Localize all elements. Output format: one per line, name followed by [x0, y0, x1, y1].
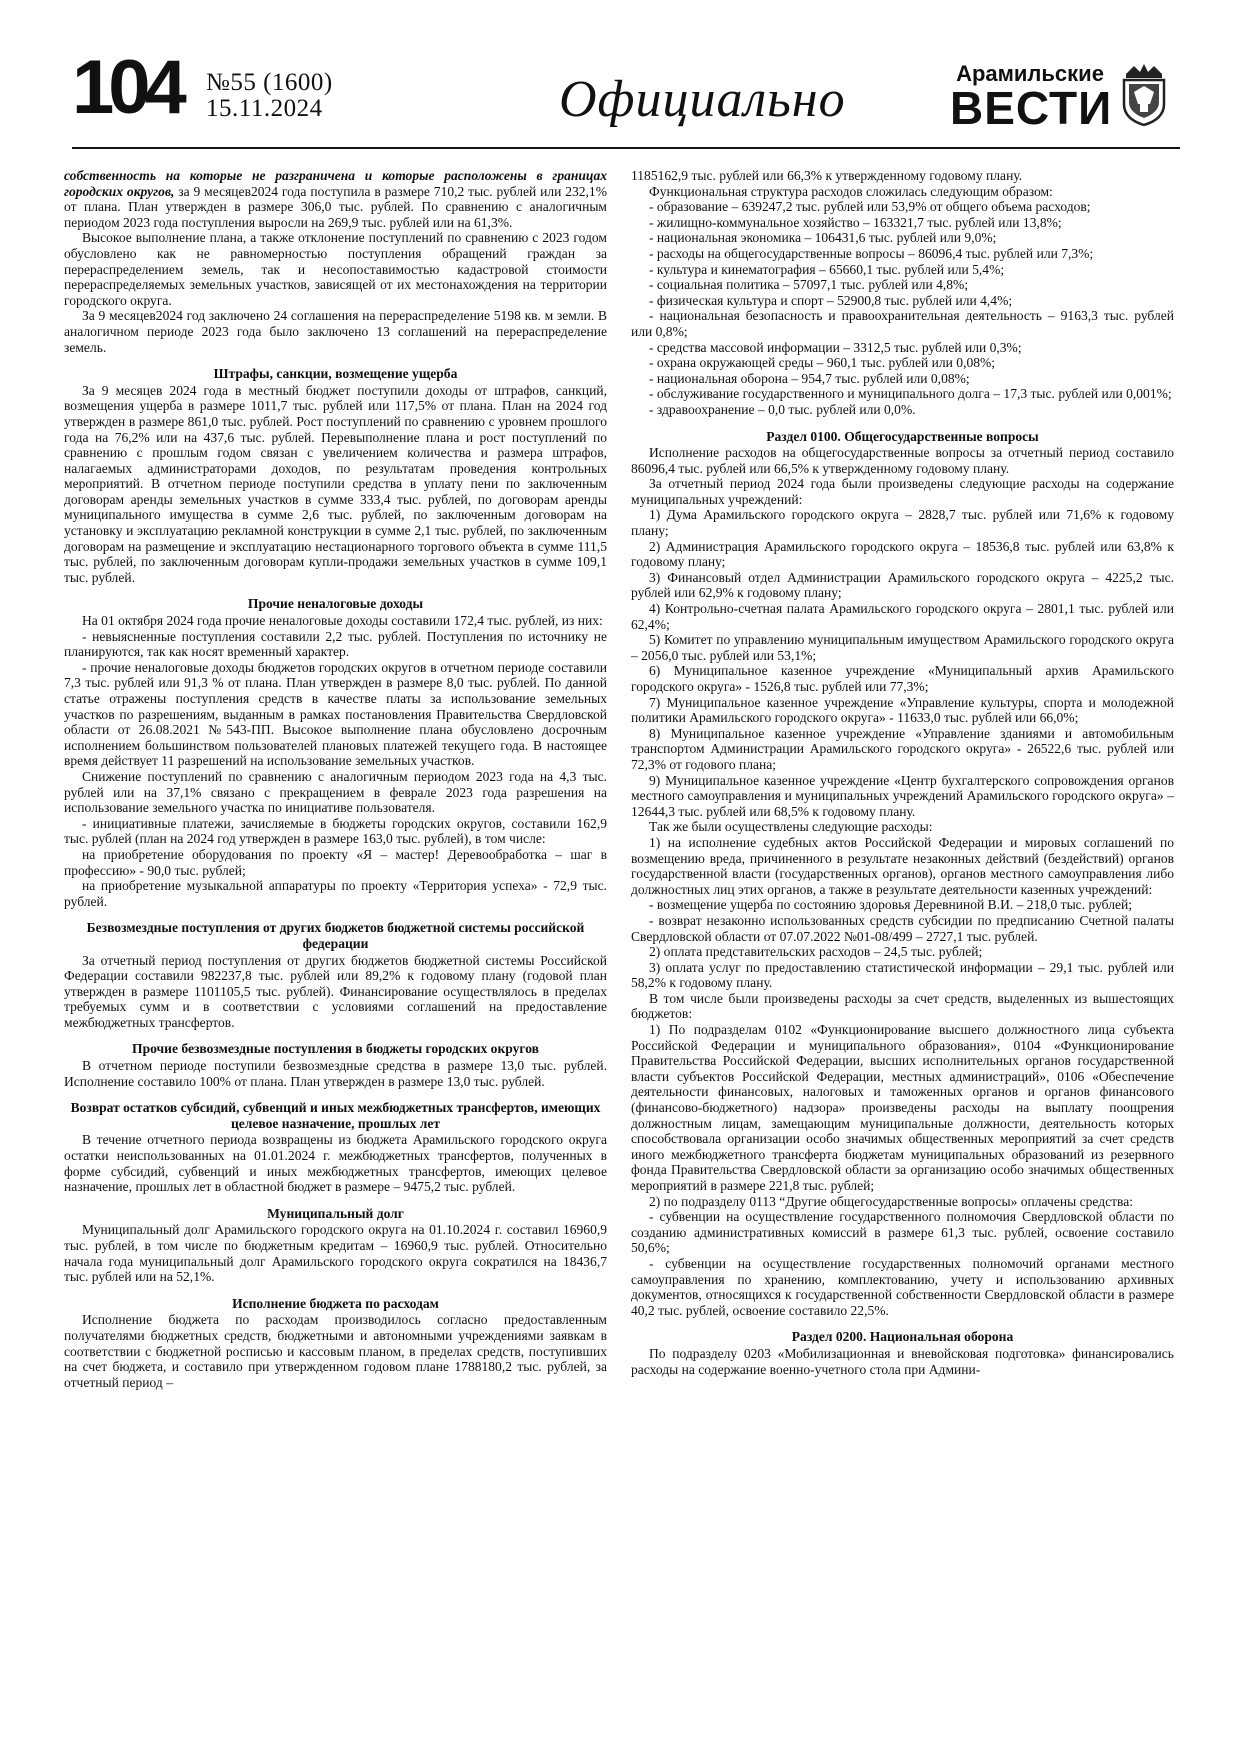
- list-item: - субвенции на осуществление государственных полномочий органами местного самоуправления по хранению, комплектованию, учету и использованию архивных документов, относящихся к государственной собственности Свердловской области в размере 40,2 тыс. рублей, освоение составило 22,5%.: [631, 1255, 1174, 1318]
- list-item: - обслуживание государственного и муниципального долга – 17,3 тыс. рублей или 0,001%;: [649, 386, 1172, 402]
- list-item: - охрана окружающей среды – 960,1 тыс. рублей или 0,08%;: [649, 355, 996, 371]
- list-item: - социальная политика – 57097,1 тыс. рублей или 4,8%;: [649, 277, 969, 293]
- paragraph: Исполнение расходов на общегосударственные вопросы за отчетный период составило 86096,4 тыс. рублей или 66,5% к утвержденному годовому плану.: [631, 445, 1174, 476]
- list-item: 7) Муниципальное казенное учреждение «Управление культуры, спорта и молодежной политики Арамильского городского округа» - 11633,0 тыс. рублей или 66,0%;: [631, 694, 1174, 726]
- list-item: - жилищно-коммунальное хозяйство – 163321,7 тыс. рублей или 13,8%;: [649, 214, 1062, 230]
- list-item: - возмещение ущерба по состоянию здоровья Деревниной В.И. – 218,0 тыс. рублей;: [649, 897, 1133, 913]
- paragraph: В отчетном периоде поступили безвозмездные средства в размере 13,0 тыс. рублей. Исполнение составило 100% от плана. План утвержден в размере 13,0 тыс. рублей.: [64, 1058, 607, 1089]
- issue-number: №55 (1600): [206, 69, 333, 96]
- heading-section-0200: Раздел 0200. Национальная оборона: [791, 1329, 1014, 1345]
- paragraph: За 9 месяцев 2024 года в местный бюджет поступили доходы от штрафов, санкций, возмещения ущерба в размере 1011,7 тыс. рублей или 117,5% от плана. План на 2024 год утвержден в размере 861,0 тыс. рублей. Рост поступлений по сравнению с уровнем прошлого года на 76,2% или на 437,6 тыс. рублей. Перевыполнение плана и рост поступлений по сравнению с прошлым годом связан с увеличением количества и размера штрафов, налагаемых администраторами доходов, по результатам проведения контрольных мероприятий. В отчетном периоде поступили средства в уплату пени по заключенным договорам аренды земельных участков в сумме 333,4 тыс. рублей, по договорам аренды муниципального имущества в сумме 2,6 тыс. рублей, по заключенным договорам на установку и эксплуатацию рекламной конструкции в сумме 2,1 тыс. рублей, по заключенным договорам на размещение и эксплуатацию нестационарного торгового объекта в сумме 111,5 тыс. рублей, по заключенным договорам купли-продажи земельных участков в сумме 109,1 тыс. рублей.: [64, 382, 607, 585]
- list-item: - культура и кинематография – 65660,1 тыс. рублей или 5,4%;: [649, 261, 1005, 277]
- paragraph: По подразделу 0203 «Мобилизационная и вневойсковая подготовка» финансировались расходы на содержание военно-учетного стола при Админи-: [631, 1345, 1174, 1377]
- list-item: 8) Муниципальное казенное учреждение «Управление зданиями и автомобильным транспортом Администрации Арамильского городского округа» - 26522,6 тыс. рублей или 72,3% от годового плана;: [631, 725, 1174, 772]
- list-item: 5) Комитет по управлению муниципальным имуществом Арамильского городского округа – 2056,0 тыс. рублей или 53,1%;: [631, 632, 1174, 663]
- heading-section-0100: Раздел 0100. Общегосударственные вопросы: [766, 428, 1039, 444]
- page-header: [72, 45, 1180, 147]
- list-item: - образование – 639247,2 тыс. рублей или 53,9% от общего объема расходов;: [649, 199, 1091, 215]
- paragraph: В том числе были произведены расходы за счет средств, выделенных из вышестоящих бюджетов:: [631, 990, 1174, 1022]
- list-item: 9) Муниципальное казенное учреждение «Центр бухгалтерского сопровождения органов местного самоуправления и муниципальных учреждений Арамильского городского округа» – 12644,3 тыс. рублей или 68,5% к годовому плану.: [631, 772, 1174, 819]
- list-item: - здравоохранение – 0,0 тыс. рублей или 0,0%.: [649, 401, 916, 417]
- issue-info: [206, 70, 333, 122]
- heading-other-gratuitous: Прочие безвозмездные поступления в бюджеты городских округов: [132, 1041, 539, 1057]
- header-rule: [72, 147, 1180, 149]
- heading-municipal-debt: Муниципальный долг: [267, 1205, 404, 1221]
- list-item: 3) оплата услуг по предоставлению статистической информации – 29,1 тыс. рублей или 58,2% к годовому плану.: [631, 959, 1174, 991]
- paragraph: 1185162,9 тыс. рублей или 66,3% к утвержденному годовому плану.: [631, 168, 1023, 183]
- paragraph: - невыясненные поступления составили 2,2 тыс. рублей. Поступления по источнику не планируются, так как носят временный характер.: [64, 628, 607, 660]
- paragraph: Высокое выполнение плана, а также отклонение поступлений по сравнению с 2023 годом обусловлено как не равномерностью поступления обращений граждан за перераспределением земель, так и несопоставимостью кадастровой стоимости перераспределяемых земельных участков, зависящей от их местонахождения на территории городского округа.: [64, 230, 607, 308]
- list-item: 4) Контрольно-счетная палата Арамильского городского округа – 2801,1 тыс. рублей или 62,4%;: [631, 601, 1174, 632]
- section-title: Официально: [559, 71, 846, 128]
- heading-other-income: Прочие неналоговые доходы: [247, 596, 424, 612]
- heading-expenditure: Исполнение бюджета по расходам: [232, 1295, 439, 1311]
- list-item: - национальная безопасность и правоохранительная деятельность – 9163,3 тыс. рублей или 0,8%;: [631, 308, 1174, 339]
- left-column: [64, 168, 607, 1390]
- paragraph: За 9 месяцев2024 год заключено 24 соглашения на перераспределение 5198 кв. м земли. В аналогичном периоде 2023 года было заключено 13 соглашений на перераспределение земель.: [64, 308, 607, 355]
- coat-of-arms-icon: [1120, 62, 1168, 126]
- paragraph: Так же были осуществлены следующие расходы:: [649, 819, 933, 835]
- paragraph: Снижение поступлений по сравнению с аналогичным периодом 2023 года на 4,3 тыс. рублей или на 37,1% связано с прекращением в феврале 2023 года разрешения на использование земельного участка по инициативе пользователя.: [64, 768, 607, 816]
- heading-gratuitous-receipts: Безвозмездные поступления от других бюджетов бюджетной системы российской федерации: [86, 920, 585, 951]
- list-item: 6) Муниципальное казенное учреждение «Муниципальный архив Арамильского городского округа» - 1526,8 тыс. рублей или 77,3%;: [631, 663, 1174, 694]
- paragraph: Исполнение бюджета по расходам производилось согласно предоставленным получателями бюджетных средств, бюджетными и автономными учреждениями заявкам в соответствии с бюджетной росписью и кассовым планом, в пределах средств, поступивших на счет бюджета, и составило при утвержденном годовом плане 1788180,2 тыс. рублей, за отчетный период –: [64, 1312, 607, 1390]
- list-item: - национальная экономика – 106431,6 тыс. рублей или 9,0%;: [649, 230, 997, 246]
- paragraph: собственность на которые не разграничена и которые расположены в границах городских округов, за 9 месяцев2024 года поступила в размере 710,2 тыс. рублей или 232,1% от плана. План утвержден в размере 306,0 тыс. рублей. По сравнению с аналогичным периодом 2023 года поступления выросли на 269,9 тыс. рублей или на 61,3%.: [64, 168, 607, 230]
- heading-return-balances: Возврат остатков субсидий, субвенций и иных межбюджетных трансфертов, имеющих целевое назначение, прошлых лет: [70, 1100, 601, 1131]
- paragraph: Муниципальный долг Арамильского городского округа на 01.10.2024 г. составил 16960,9 тыс. рублей, в том числе по бюджетным кредитам – 16960,9 тыс. рублей. Относительно начала года муниципальный долг Арамильского городского округа сократился на 18436,7 тыс. рублей или на 52,1%.: [64, 1222, 607, 1285]
- newspaper-logo: [950, 61, 1113, 134]
- list-item: 2) по подразделу 0113 “Другие общегосударственные вопросы» оплачены средства:: [649, 1193, 1134, 1209]
- list-item: - возврат незаконно использованных средств субсидии по предписанию Счетной палаты Свердловской области от 07.07.2022 №01-08/499 – 2727,1 тыс. рублей.: [631, 912, 1174, 944]
- list-item: 1) По подразделам 0102 «Функционирование высшего должностного лица субъекта Российской Федерации и муниципального образования», 0104 «Функционирование Правительства Российской Федерации, высших исполнительных органов государственной власти субъектов Российской Федерации, местных администраций», 0106 «Обеспечение деятельности финансовых, налоговых и таможенных органов и органов финансового (финансово-бюджетного) надзора» произведены расходы на выплату поощрения должностным лицам, замещающим муниципальные должности, деятельность которых способствовала организации особо значимых общественных мероприятий за счет средств иного межбюджетного трансферта бюджетам муниципальных образований из резервного фонда Правительства Свердловской области за организацию особо значимых общественных мероприятий в размере 221,8 тыс. рублей;: [631, 1022, 1174, 1193]
- list-item: 1) на исполнение судебных актов Российской Федерации и мировых соглашений по возмещению вреда, причиненного в результате незаконных действий (бездействий) органов государственной власти (государственных органов), органов местного самоуправления либо должностных лиц этих органов, а также в результате деятельности казенных учреждений:: [631, 834, 1174, 897]
- list-item: 2) оплата представительских расходов – 24,5 тыс. рублей;: [649, 944, 983, 960]
- paragraph: За отчетный период 2024 года были произведены следующие расходы на содержание муниципальных учреждений:: [631, 476, 1174, 507]
- right-column: [631, 168, 1174, 1377]
- list-item: 1) Дума Арамильского городского округа – 2828,7 тыс. рублей или 71,6% к годовому плану;: [631, 507, 1174, 539]
- paragraph: За отчетный период поступления от других бюджетов бюджетной системы Российской Федерации составили 982237,8 тыс. рублей или 89,2% к годовому плану (годовой план утвержден в размере 1101105,5 тыс. рублей). Финансирование осуществлялось в пределах требуемых сумм и в соответствии с условиями соглашений на предоставление межбюджетных трансфертов.: [64, 952, 607, 1030]
- logo-main-text: ВЕСТИ: [950, 82, 1113, 134]
- paragraph: на приобретение оборудования по проекту «Я – мастер! Деревообработка – шаг в профессию» - 90,0 тыс. рублей;: [64, 846, 607, 878]
- list-item: 3) Финансовый отдел Администрации Арамильского городского округа – 4225,2 тыс. рублей или 62,9% к годовому плану;: [631, 569, 1174, 601]
- paragraph: На 01 октября 2024 года прочие неналоговые доходы составили 172,4 тыс. рублей, из них:: [82, 613, 603, 629]
- list-item: - субвенции на осуществление государственного полномочия Свердловской области по созданию административных комиссий в размере 61,3 тыс. рублей, освоение составило 50,6%;: [631, 1209, 1174, 1256]
- paragraph: - инициативные платежи, зачисляемые в бюджеты городских округов, составили 162,9 тыс. рублей (план на 2024 год утвержден в размере 163,0 тыс. рублей), в том числе:: [64, 815, 607, 847]
- page-number: 104: [72, 45, 181, 130]
- list-item: - средства массовой информации – 3312,5 тыс. рублей или 0,3%;: [649, 339, 1022, 355]
- list-item: - физическая культура и спорт – 52900,8 тыс. рублей или 4,4%;: [649, 292, 1013, 308]
- paragraph: - прочие неналоговые доходы бюджетов городских округов в отчетном периоде составили 7,3 тыс. рублей или 91,3 % от плана. План утвержден в размере 8,0 тыс. рублей. По данной статье отражены поступления средств в качестве платы за использование земельных участков по разрешениям, выданным в рамках постановления Правительства Свердловской области от 26.08.2021 №543-ПП. Высокое выполнение плана обусловлено досрочным исполнением большинством пользователей плановых платежей текущего года. В настоящее время действует 11 разрешений на использование земельных участков.: [64, 659, 607, 769]
- list-item: - национальная оборона – 954,7 тыс. рублей или 0,08%;: [649, 370, 970, 386]
- list-item: 2) Администрация Арамильского городского округа – 18536,8 тыс. рублей или 63,8% к годовому плану;: [631, 538, 1174, 570]
- issue-date: 15.11.2024: [206, 95, 323, 122]
- logo-top-text: Арамильские: [956, 61, 1104, 86]
- list-item: - расходы на общегосударственные вопросы – 86096,4 тыс. рублей или 7,3%;: [649, 245, 1094, 261]
- heading-fines: Штрафы, санкции, возмещение ущерба: [213, 366, 458, 382]
- paragraph: В течение отчетного периода возвращены из бюджета Арамильского городского округа остатки неиспользованных на 01.01.2024 г. межбюджетных трансфертов, полученных в форме субсидий, субвенций и иных межбюджетных трансфертов, имеющих целевое назначение, прошлых лет в областной бюджет в размере – 9475,2 тыс. рублей.: [64, 1132, 607, 1195]
- paragraph: Функциональная структура расходов сложилась следующим образом:: [649, 183, 1053, 199]
- paragraph: на приобретение музыкальной аппаратуры по проекту «Территория успеха» - 72,9 тыс. рублей.: [64, 878, 607, 909]
